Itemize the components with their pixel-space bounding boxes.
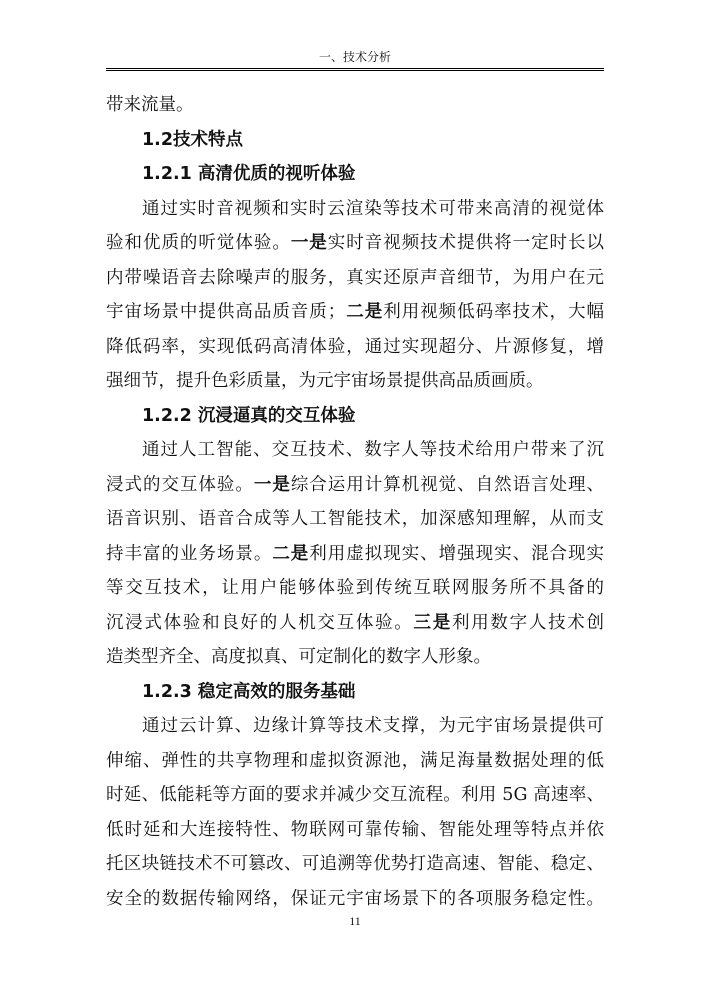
subsection-heading-1-2-2: 1.2.2 沉浸逼真的交互体验 [142,405,356,426]
paragraph-line: 低时延和大连接特性、物联网可靠传输、智能处理等特点并依 [106,819,604,840]
emphasis-second: 二是 [345,302,384,322]
paragraph-line: 托区块链技术不可篡改、可追溯等优势打造高速、智能、稳定、 [106,854,604,874]
subsection-heading-1-2-3: 1.2.3 稳定高效的服务基础 [142,681,356,702]
paragraph-line [106,468,604,503]
paragraph-line: 语音识别、语音合成等人工智能技术，加深感知理解，从而支 [106,509,604,529]
text-run: 利用数字人技术创 [451,612,605,633]
text-run: 实时音视频技术提供将一定时长以 [327,233,605,253]
paragraph-line [106,537,604,572]
paragraph-line: 强细节，提升色彩质量，为元宇宙场景提供高品质画质。 [106,371,544,391]
paragraph-line: 降低码率，实现低码高清体验，通过实现超分、片源修复，增 [106,336,604,357]
paragraph-line [106,295,604,330]
text-run: 利用虚拟现实、增强现实、混合现实 [309,543,605,564]
emphasis-third: 三是 [413,612,452,633]
text-run: 持丰富的业务场景。 [106,543,273,564]
page-number: 11 [349,914,361,928]
paragraph-line [106,606,604,641]
text-run: 宇宙场景中提供高品质音质； [106,302,346,322]
paragraph-line: 伸缩、弹性的共享物理和虚拟资源池，满足海量数据处理的低 [106,750,604,771]
paragraph-line [106,226,604,261]
header-rule-double [106,70,604,71]
text-run: 浸式的交互体验。 [106,474,254,495]
emphasis-first: 一是 [290,233,328,253]
paragraph-line: 通过云计算、边缘计算等技术支撑，为元宇宙场景提供可 [142,716,604,736]
text-run: 验和优质的听觉体验。 [106,233,291,253]
section-heading-1-2: 1.2技术特点 [142,129,244,150]
paragraph-line: 内带噪语音去除噪声的服务，真实还原声音细节，为用户在元 [106,267,604,288]
text-run: 利用视频低码率技术，大幅 [383,302,605,322]
paragraph-line: 造类型齐全、高度拟真、可定制化的数字人形象。 [106,647,491,667]
emphasis-first: 一是 [253,474,291,495]
running-header: 一、技术分析 [318,50,391,64]
text-run: 沉浸式体验和良好的人机交互体验。 [106,612,414,633]
paragraph-line: 等交互技术，让用户能够体验到传统互联网服务所不具备的 [106,578,604,598]
paragraph-line: 通过实时音视频和实时云渲染等技术可带来高清的视觉体 [142,198,604,219]
text-run: 综合运用计算机视觉、自然语言处理、 [290,474,605,495]
paragraph-line: 通过人工智能、交互技术、数字人等技术给用户带来了沉 [142,440,604,460]
header-rule [106,68,604,69]
paragraph-line: 安全的数据传输网络，保证元宇宙场景下的各项服务稳定性。 [106,888,604,909]
paragraph-line: 带来流量。 [106,95,194,115]
body-text [106,88,604,916]
emphasis-second: 二是 [272,543,310,564]
paragraph-line: 时延、低能耗等方面的要求并减少交互流程。利用 5G 高速率、 [106,785,604,805]
subsection-heading-1-2-1: 1.2.1 高清优质的视听体验 [142,164,356,184]
